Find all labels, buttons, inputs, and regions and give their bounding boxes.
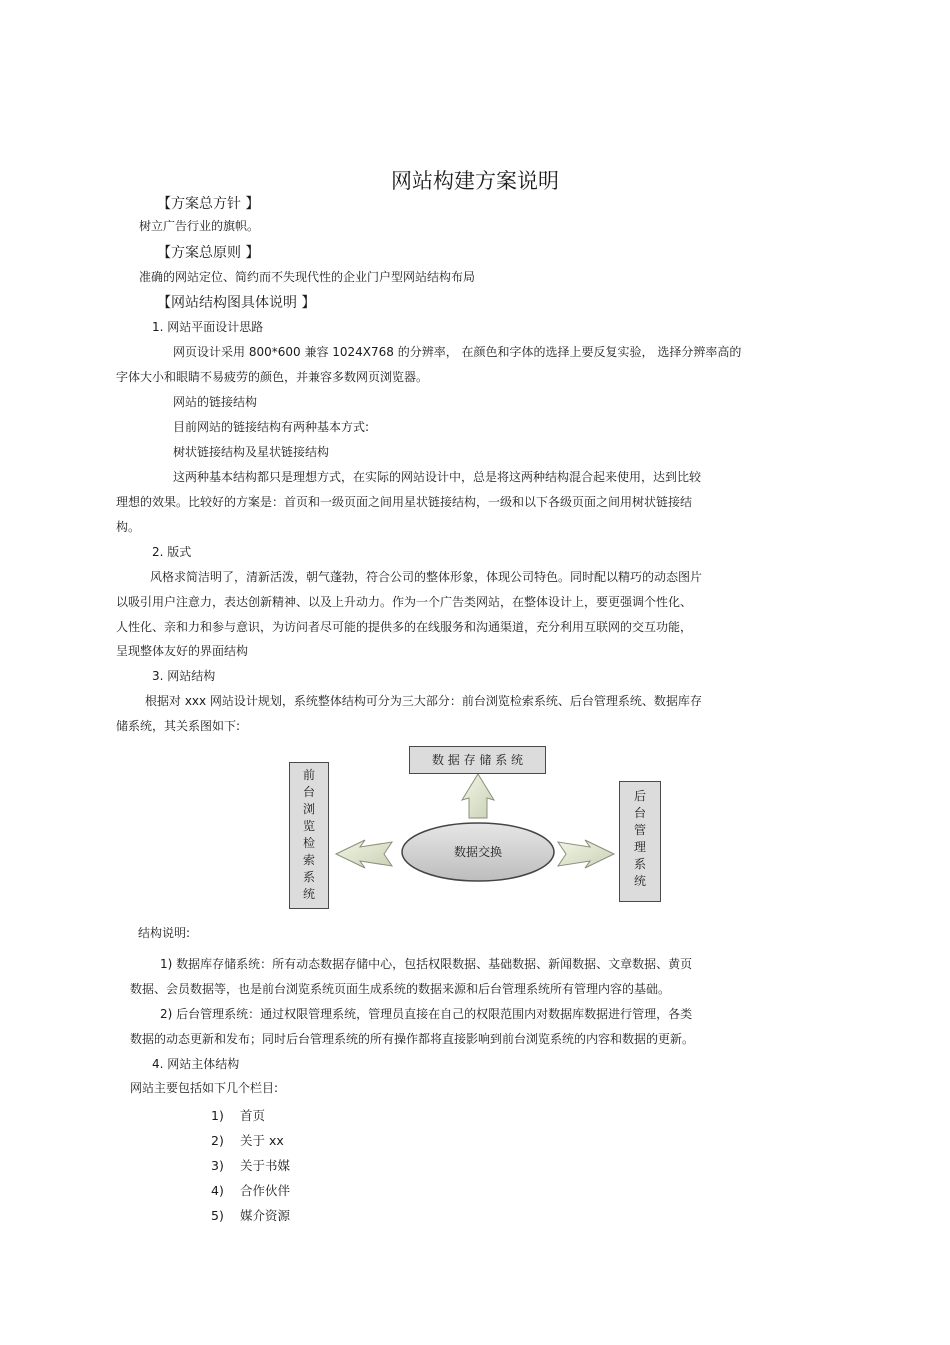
item1-paragraph-line: 构。 [116, 520, 141, 534]
section-heading-structure: 【网站结构图具体说明 】 [157, 295, 316, 311]
vertical-char: 索 [302, 853, 315, 867]
vertical-char: 台 [633, 806, 646, 820]
item2-line: 风格求简洁明了，清新活泼，朝气蓬勃，符合公司的整体形象，体现公司特色。同时配以精巧的动态图片 [150, 570, 703, 584]
note-line: 数据、会员数据等，也是前台浏览系统页面生成系统的数据来源和后台管理系统所有管理内容的基础。 [130, 982, 671, 996]
data-storage-label: 数 据 存 储 系 统 [431, 753, 524, 767]
vertical-char: 统 [302, 887, 315, 901]
list-item-number: 5) [211, 1208, 224, 1223]
item3-title: 3. 网站结构 [152, 669, 216, 683]
note-line: 数据的动态更新和发布；同时后台管理系统的所有操作都将直接影响到前台浏览系统的内容和数据的更新。 [130, 1032, 695, 1046]
item2-line: 人性化、亲和力和参与意识，为访问者尽可能的提供多的在线服务和沟通渠道，充分利用互联网的交互功能， [116, 620, 693, 634]
policy-text: 树立广告行业的旗帜。 [139, 219, 260, 233]
list-item: 合作伙伴 [240, 1183, 291, 1198]
frontend-system-box [289, 762, 329, 909]
link-structure-types: 树状链接结构及星状链接结构 [173, 445, 330, 459]
item1-paragraph-line: 字体大小和眼睛不易疲劳的颜色，并兼容多数网页浏览器。 [116, 370, 429, 384]
section-heading-policy: 【方案总方针 】 [157, 196, 260, 212]
item1-title: 1. 网站平面设计思路 [152, 320, 264, 334]
backend-system-box [619, 781, 661, 902]
notes-title: 结构说明: [138, 926, 191, 940]
link-structure-title: 网站的链接结构 [173, 395, 258, 409]
item3-line: 根据对 xxx 网站设计规划，系统整体结构可分为三大部分：前台浏览检索系统、后台管理系统、数据库存 [145, 694, 702, 708]
data-storage-box [409, 746, 546, 774]
item2-line: 呈现整体友好的界面结构 [116, 644, 249, 658]
vertical-char: 系 [302, 870, 315, 884]
vertical-char: 统 [633, 874, 646, 888]
list-item: 首页 [240, 1108, 266, 1123]
item2-line: 以吸引用户注意力，表达创新精神、以及上升动力。作为一个广告类网站，在整体设计上，要更强调个性化、 [116, 595, 693, 609]
list-item-number: 1) [211, 1108, 224, 1123]
note-line: 1) 数据库存储系统：所有动态数据存储中心，包括权限数据、基础数据、新闻数据、文章数据、黄页 [160, 957, 693, 971]
item1-paragraph-line: 网页设计采用 800*600 兼容 1024X768 的分辨率， 在颜色和字体的选择上要反复实验， 选择分辨率高的 [173, 345, 742, 359]
item2-title: 2. 版式 [152, 545, 192, 559]
list-item: 关于书媒 [240, 1158, 291, 1173]
section-heading-principle: 【方案总原则 】 [157, 245, 260, 261]
vertical-char: 前 [302, 768, 315, 782]
item3-line: 储系统，其关系图如下: [116, 719, 241, 733]
list-item-number: 2) [211, 1133, 224, 1148]
page-title: 网站构建方案说明 [391, 169, 559, 194]
vertical-char: 览 [302, 819, 315, 833]
data-exchange-label: 数据交换 [453, 845, 502, 859]
list-item-number: 3) [211, 1158, 224, 1173]
item4-intro: 网站主要包括如下几个栏目: [130, 1081, 279, 1095]
arrow-right-icon [558, 840, 614, 868]
vertical-char: 台 [302, 785, 315, 799]
vertical-char: 后 [633, 789, 646, 803]
link-structure-intro: 目前网站的链接结构有两种基本方式: [173, 420, 370, 434]
vertical-char: 浏 [302, 802, 315, 816]
item1-paragraph-line: 这两种基本结构都只是理想方式，在实际的网站设计中，总是将这两种结构混合起来使用，达到比较 [173, 470, 702, 484]
arrow-left-icon [336, 840, 392, 868]
vertical-char: 系 [633, 857, 646, 871]
item4-title: 4. 网站主体结构 [152, 1057, 240, 1071]
principle-text: 准确的网站定位、简约而不失现代性的企业门户型网站结构布局 [139, 270, 476, 284]
list-item: 关于 xx [240, 1133, 284, 1148]
vertical-char: 检 [302, 836, 315, 850]
list-item: 媒介资源 [240, 1208, 291, 1223]
vertical-char: 理 [633, 840, 646, 854]
item1-paragraph-line: 理想的效果。比较好的方案是：首页和一级页面之间用星状链接结构，一级和以下各级页面之间用树状链接结 [116, 495, 693, 509]
arrow-up-icon [462, 774, 494, 818]
note-line: 2) 后台管理系统：通过权限管理系统，管理员直接在自己的权限范围内对数据库数据进行管理，各类 [160, 1007, 693, 1021]
vertical-char: 管 [633, 823, 646, 837]
list-item-number: 4) [211, 1183, 224, 1198]
